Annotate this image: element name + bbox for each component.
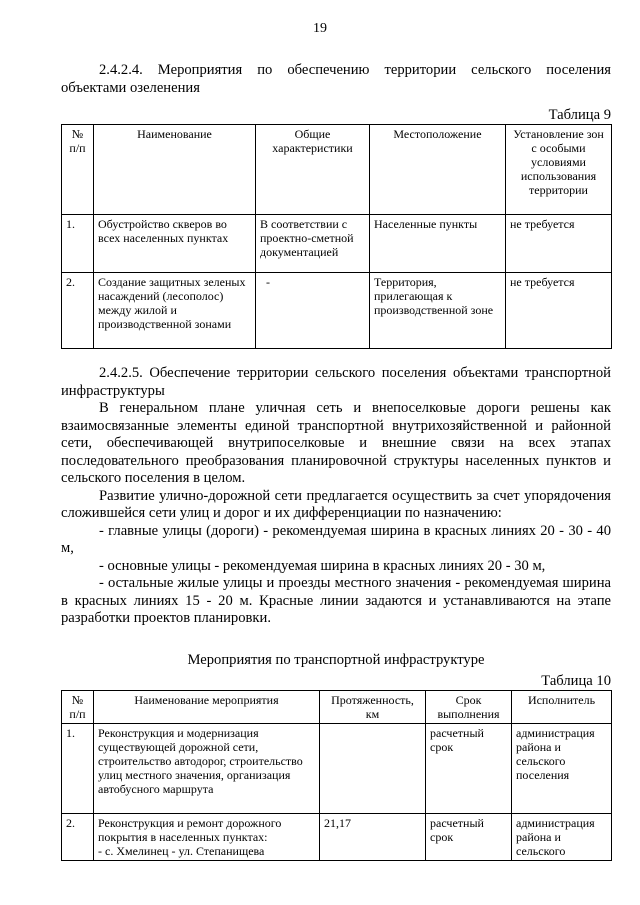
paragraph-road-development: Развитие улично-дорожной сети предлагается осуществить за счет упорядочения сложившейся сети улиц и дорог и их дифференциации по назначению: — [61, 487, 611, 521]
table-header-row — [62, 691, 612, 724]
table-row — [62, 215, 612, 273]
cell-number: 1. — [62, 215, 94, 273]
col-header-zones: Установление зон с особыми условиями использования территории — [506, 125, 612, 215]
cell-zones: не требуется — [506, 273, 612, 349]
cell-term: расчетный срок — [426, 724, 512, 814]
cell-characteristics: В соответствии с проектно-сметной документацией — [256, 215, 370, 273]
cell-location: Населенные пункты — [370, 215, 506, 273]
page-content — [61, 62, 611, 861]
table-10-caption: Таблица 10 — [541, 673, 611, 689]
cell-measure: Реконструкция и ремонт дорожного покрытия в населенных пунктах: - с. Хмелинец - ул. Степанищева — [94, 814, 320, 861]
table-row — [62, 724, 612, 814]
cell-name: Обустройство скверов во всех населенных пунктах — [94, 215, 256, 273]
list-item-residential-streets: - остальные жилые улицы и проезды местного значения - рекомендуемая ширина в красных линиях 15 - 20 м. Красные линии задаются и устанавливаются на этапе разработки проектов планировки. — [61, 575, 611, 626]
list-item-basic-streets: - основные улицы - рекомендуемая ширина в красных линиях 20 - 30 м, — [99, 557, 546, 574]
cell-length — [320, 724, 426, 814]
list-item-main-streets: - главные улицы (дороги) - рекомендуемая ширина в красных линиях 20 - 30 - 40 м, — [61, 522, 611, 556]
table-row — [62, 273, 612, 349]
transport-table-title: Мероприятия по транспортной инфраструктуре — [187, 651, 485, 668]
cell-zones: не требуется — [506, 215, 612, 273]
cell-location: Территория, прилегающая к производственной зоне — [370, 273, 506, 349]
col-header-number: № п/п — [62, 691, 94, 724]
paragraph-street-network: В генеральном плане уличная сеть и внепоселковые дороги решены как взаимосвязанные элементы единой транспортной внутрихозяйственной и районной сети, обеспечивающей внутрипоселковые и внешние связи на всех этапах последовательного преобразования планировочной структуры населенных пунктов и сельского поселения в целом. — [61, 400, 611, 486]
cell-executor: администрация района и сельского — [512, 814, 612, 861]
transport-table — [61, 690, 612, 861]
section-heading-transport: 2.4.2.5. Обеспечение территории сельского поселения объектами транспортной инфраструктуры — [61, 365, 611, 399]
table-9-caption: Таблица 9 — [548, 107, 611, 123]
cell-term: расчетный срок — [426, 814, 512, 861]
col-header-name: Наименование — [94, 125, 256, 215]
col-header-number: № п/п — [62, 125, 94, 215]
cell-length: 21,17 — [320, 814, 426, 861]
col-header-measure: Наименование мероприятия — [94, 691, 320, 724]
table-row — [62, 814, 612, 861]
cell-number: 2. — [62, 814, 94, 861]
col-header-characteristics: Общие характеристики — [256, 125, 370, 215]
page-number: 19 — [313, 21, 327, 36]
col-header-term: Срок выполнения — [426, 691, 512, 724]
cell-name: Создание защитных зеленых насаждений (лесополос) между жилой и производственной зонами — [94, 273, 256, 349]
col-header-executor: Исполнитель — [512, 691, 612, 724]
table-header-row — [62, 125, 612, 215]
col-header-location: Местоположение — [370, 125, 506, 215]
col-header-length: Протяженность, км — [320, 691, 426, 724]
cell-number: 2. — [62, 273, 94, 349]
section-heading-greening: 2.4.2.4. Мероприятия по обеспечению территории сельского поселения объектами озеленения — [61, 62, 611, 96]
cell-executor: администрация района и сельского поселения — [512, 724, 612, 814]
cell-measure: Реконструкция и модернизация существующей дорожной сети, строительство автодорог, строительство улиц местного значения, организация автобусного маршрута — [94, 724, 320, 814]
greening-table — [61, 124, 612, 349]
cell-characteristics: - — [256, 273, 370, 349]
cell-number: 1. — [62, 724, 94, 814]
